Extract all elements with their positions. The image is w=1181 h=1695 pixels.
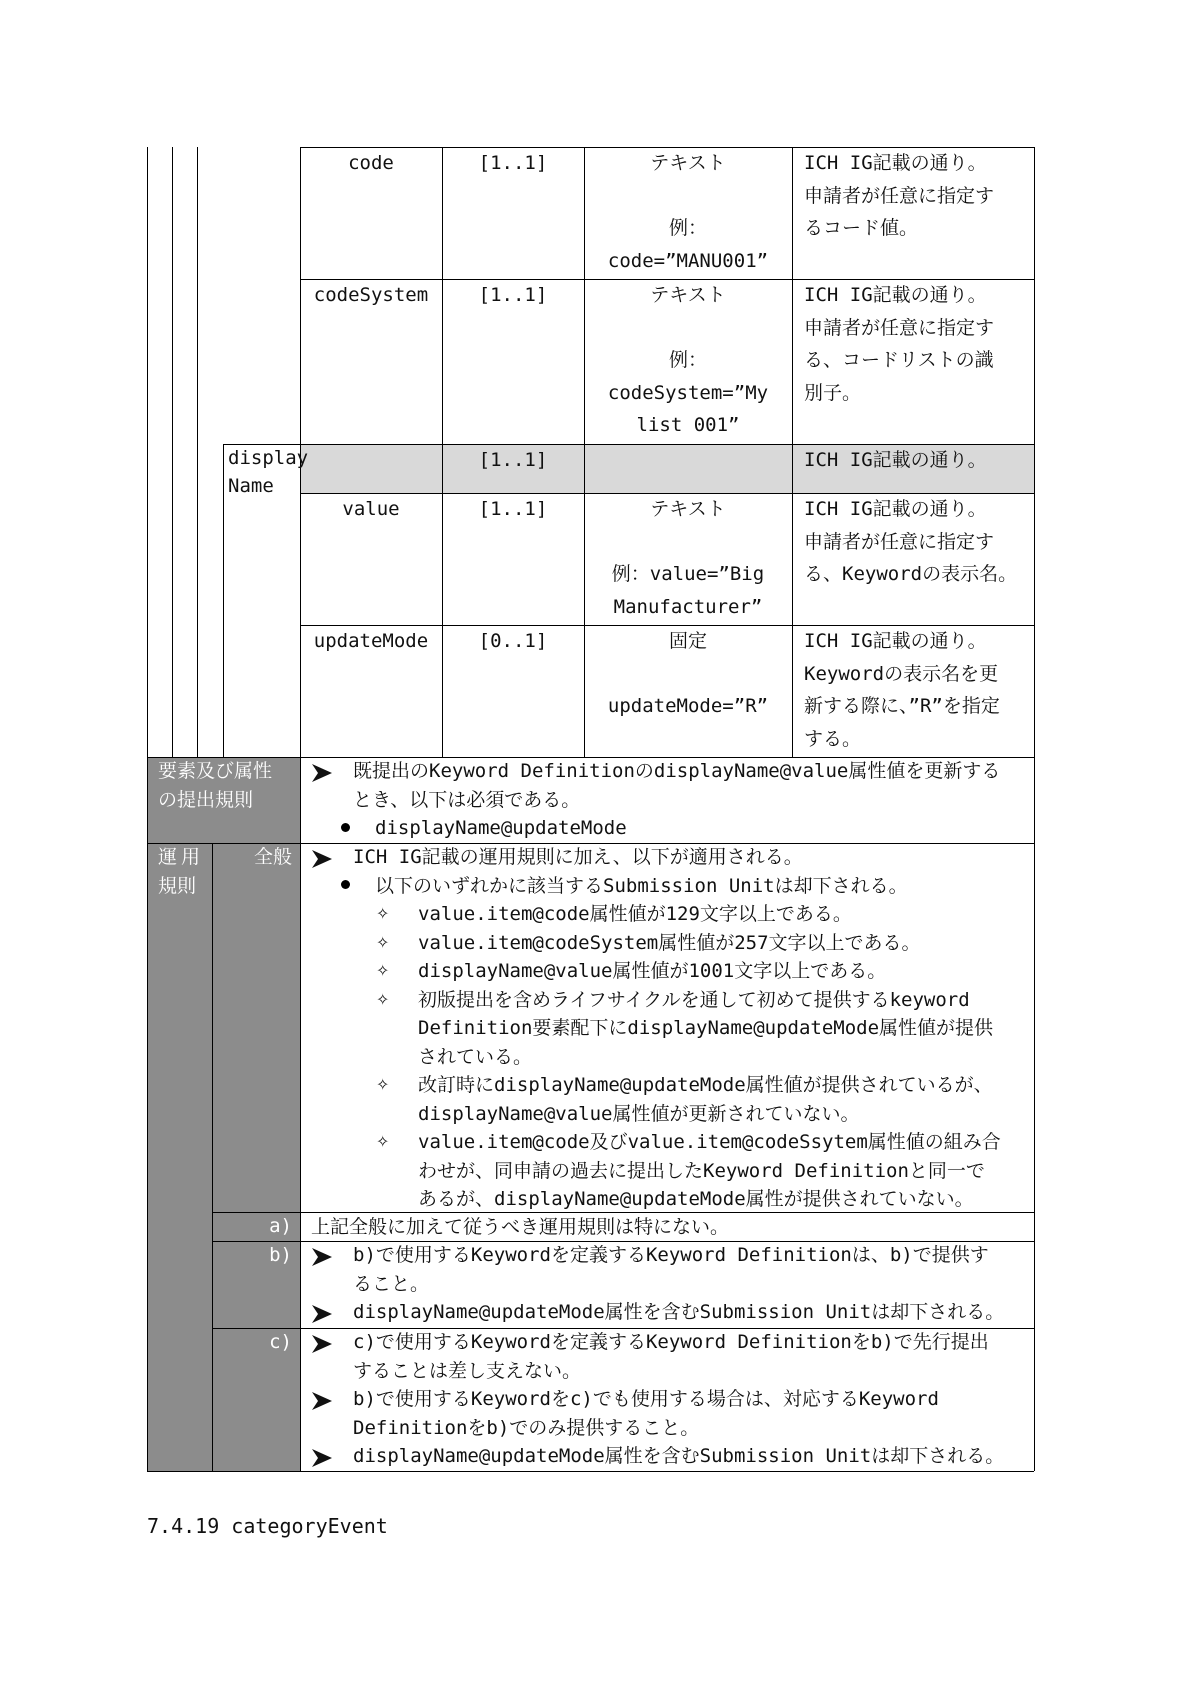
- attr-type-line: 固定: [668, 630, 707, 652]
- attr-cardinality: [1..1]: [478, 152, 548, 174]
- attr-cardinality: [0..1]: [478, 630, 548, 652]
- section-heading: 7.4.19 categoryEvent: [147, 1514, 388, 1538]
- diamond-bullet-icon: ✧: [376, 1132, 390, 1151]
- submission-rule-line: displayName@updateMode: [375, 817, 627, 839]
- general-rule-line: あるが、displayName@updateMode属性が提供されていない。: [418, 1188, 974, 1210]
- attr-cardinality: [1..1]: [478, 284, 548, 306]
- rule-c-label: c): [269, 1331, 292, 1353]
- attr-desc-line: 申請者が任意に指定す: [804, 184, 995, 207]
- attr-name: codeSystem: [313, 284, 429, 306]
- rule-c-line: b)で使用するKeywordをc)でも使用する場合は、対応するKeyword: [353, 1388, 939, 1410]
- submission-rule-line: とき、以下は必須である。: [353, 788, 581, 811]
- general-label: 全般: [253, 846, 292, 868]
- general-rule-line: value.item@code属性値が129文字以上である。: [418, 903, 852, 925]
- attr-name: value: [342, 498, 400, 520]
- attr-cardinality: [1..1]: [478, 449, 548, 471]
- general-rule-line: されている。: [418, 1045, 533, 1068]
- general-rule-line: 改訂時にdisplayName@updateMode属性値が提供されているが、: [418, 1074, 993, 1096]
- submission-rule-line: 既提出のKeyword DefinitionのdisplayName@value属性値を更新する: [353, 760, 1001, 782]
- operation-label: 運用: [158, 846, 205, 868]
- rule-b-line: ること。: [353, 1272, 430, 1295]
- attr-type-line: テキスト: [650, 152, 726, 174]
- attr-desc-line: ICH IG記載の通り。: [804, 630, 987, 652]
- general-rule-line: value.item@codeSystem属性値が257文字以上である。: [418, 931, 921, 954]
- diamond-bullet-icon: ✧: [376, 904, 390, 923]
- arrow-bullet-icon: [311, 1390, 333, 1412]
- display-name-label: Name: [228, 475, 274, 497]
- attr-type-line: テキスト: [650, 284, 726, 306]
- arrow-bullet-icon: [311, 1303, 333, 1325]
- general-rule-line: ICH IG記載の運用規則に加え、以下が適用される。: [353, 846, 803, 868]
- attr-desc-line: する。: [804, 727, 862, 750]
- arrow-bullet-icon: [311, 762, 333, 784]
- dot-bullet-icon: [341, 823, 350, 832]
- attr-type-line: Manufacturer”: [613, 595, 763, 618]
- attr-type-line: code=”MANU001”: [607, 249, 769, 272]
- attr-desc-line: ICH IG記載の通り。: [804, 498, 987, 520]
- attr-desc-line: ICH IG記載の通り。: [804, 284, 987, 306]
- dot-bullet-icon: [341, 880, 350, 889]
- arrow-bullet-icon: [311, 848, 333, 870]
- attr-type-line: 例：: [668, 217, 707, 239]
- general-rule-line: Definition要素配下にdisplayName@updateMode属性値が提供: [418, 1017, 994, 1039]
- diamond-bullet-icon: ✧: [376, 1075, 390, 1094]
- rule-b-line: b)で使用するKeywordを定義するKeyword Definitionは、b)で提供す: [353, 1244, 989, 1266]
- arrow-bullet-icon: [311, 1447, 333, 1469]
- attr-type-line: テキスト: [650, 498, 726, 520]
- attr-desc-line: 申請者が任意に指定す: [804, 316, 995, 339]
- general-rule-line: わせが、同申請の過去に提出したKeyword Definitionと同一で: [418, 1159, 985, 1182]
- general-rule-line: 初版提出を含めライフサイクルを通して初めて提供するkeyword: [418, 988, 970, 1011]
- arrow-bullet-icon: [311, 1333, 333, 1355]
- operation-label: 規則: [158, 875, 197, 897]
- attr-desc-line: るコード値。: [804, 217, 919, 239]
- attr-type-line: list 001”: [636, 414, 740, 436]
- attr-type-line: codeSystem=”My: [607, 381, 769, 404]
- rule-c-line: displayName@updateMode属性を含むSubmission Unitは却下される。: [353, 1445, 1005, 1467]
- attr-desc-line: る、Keywordの表示名。: [804, 563, 1018, 585]
- general-rule-line: value.item@code及びvalue.item@codeSsytem属性値の組み合: [418, 1131, 1001, 1153]
- attr-type-line: 例：value=”Big: [611, 563, 765, 585]
- attr-desc-line: 別子。: [804, 381, 862, 404]
- attr-desc-line: ICH IG記載の通り。: [804, 449, 987, 471]
- attr-desc-line: ICH IG記載の通り。: [804, 152, 987, 174]
- rule-b-line: displayName@updateMode属性を含むSubmission Unitは却下される。: [353, 1301, 1005, 1323]
- diamond-bullet-icon: ✧: [376, 932, 390, 952]
- rule-c-line: c)で使用するKeywordを定義するKeyword Definitionをb)で先行提出: [353, 1331, 989, 1353]
- attr-cardinality: [1..1]: [478, 498, 548, 520]
- rule-b-label: b): [269, 1244, 292, 1266]
- general-rule-line: displayName@value属性値が1001文字以上である。: [418, 960, 887, 982]
- submission-rule-label: の提出規則: [158, 789, 254, 811]
- attr-type-line: 例：: [668, 349, 707, 371]
- rule-c-line: Definitionをb)でのみ提供すること。: [353, 1416, 700, 1439]
- rule-a-label: a): [269, 1215, 292, 1237]
- submission-rule-label: 要素及び属性: [158, 760, 273, 782]
- general-rule-line: displayName@value属性値が更新されていない。: [418, 1102, 860, 1125]
- arrow-bullet-icon: [311, 1246, 333, 1268]
- display-name-label: display: [228, 447, 309, 469]
- diamond-bullet-icon: ✧: [376, 961, 390, 980]
- rule-c-line: することは差し支えない。: [353, 1359, 582, 1382]
- general-rule-line: 以下のいずれかに該当するSubmission Unitは却下される。: [375, 874, 908, 897]
- diamond-bullet-icon: ✧: [376, 989, 390, 1009]
- attr-desc-line: Keywordの表示名を更: [804, 662, 999, 685]
- operation-label-cell: [147, 843, 300, 1471]
- attr-desc-line: 申請者が任意に指定す: [804, 530, 995, 553]
- rule-a-text: 上記全般に加えて従うべき運用規則は特にない。: [311, 1216, 730, 1238]
- attr-name: updateMode: [313, 630, 429, 652]
- attr-type-line: updateMode=”R”: [607, 695, 769, 717]
- attr-desc-line: る、コードリストの識: [804, 349, 994, 371]
- attr-name: code: [348, 152, 394, 174]
- attr-desc-line: 新する際に、”R”を指定: [804, 695, 1000, 717]
